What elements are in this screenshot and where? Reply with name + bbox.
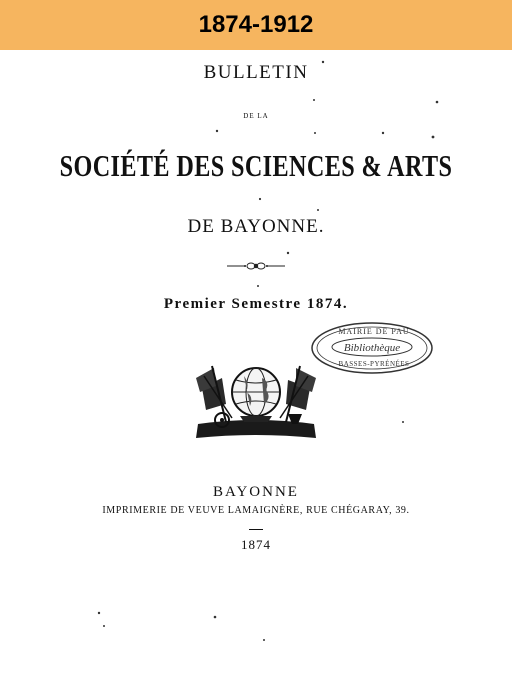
society-title: SOCIÉTÉ DES SCIENCES & ARTS xyxy=(59,148,453,183)
printer-line: IMPRIMERIE DE VEUVE LAMAIGNÈRE, RUE CHÉGARAY, 39. xyxy=(102,505,410,516)
stamp-top-text: MAIRIE DE PAU xyxy=(338,327,410,336)
city-subtitle: DE BAYONNE. xyxy=(187,216,325,237)
year-range-banner: 1874-1912 xyxy=(0,0,512,50)
publication-year: 1874 xyxy=(241,537,271,552)
bulletin-heading: BULLETIN xyxy=(203,62,309,83)
publication-city: BAYONNE xyxy=(213,484,299,500)
stamp-middle-text: Bibliothèque xyxy=(343,342,401,354)
de-la-text: DE LA xyxy=(243,112,269,120)
stamp-bottom-text: BASSES-PYRÉNÉES xyxy=(338,360,410,368)
semester-line: Premier Semestre 1874. xyxy=(163,296,349,312)
